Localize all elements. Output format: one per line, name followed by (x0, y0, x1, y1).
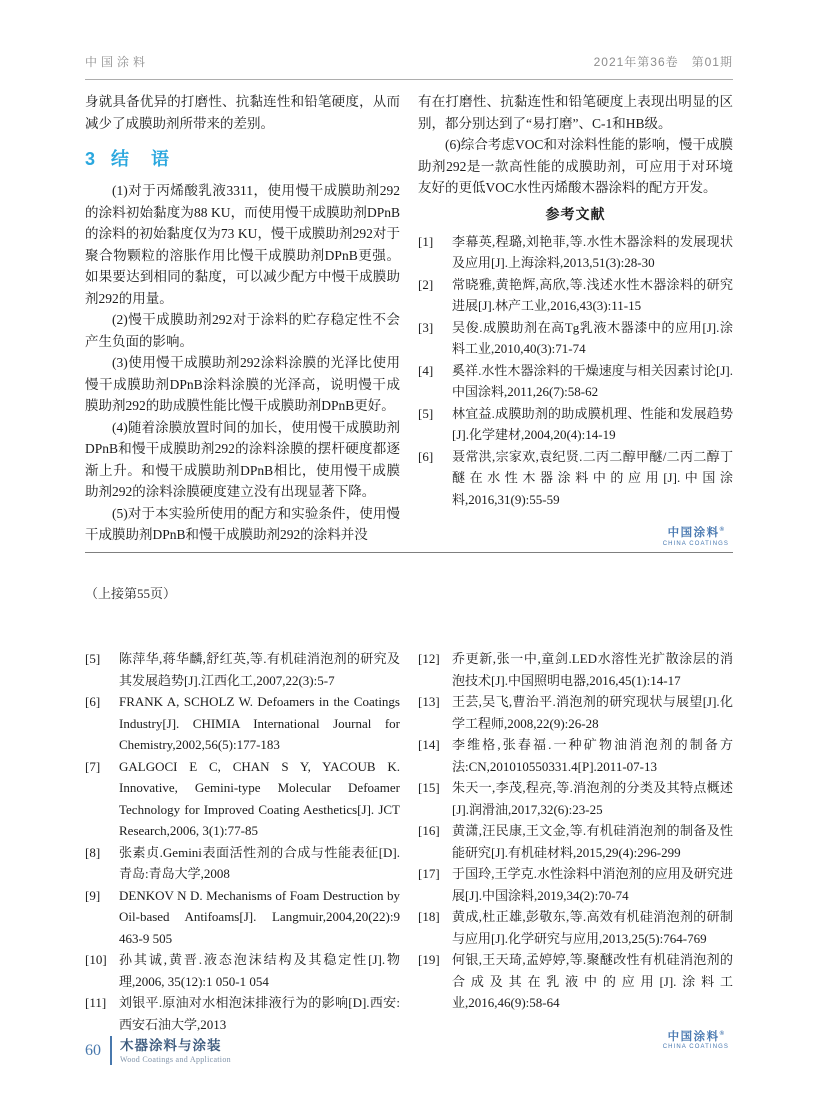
paragraph: (4)随着涂膜放置时间的加长，使用慢干成膜助剂DPnB和慢干成膜助剂292的涂料涂膜的摆杆硬度都逐渐上升。和慢干成膜助剂DPnB相比，使用慢干成膜助剂292的涂料涂膜硬度建立没有出现显著下降。 (85, 419, 400, 499)
reference-number: [11] (85, 995, 107, 1010)
reference-number: [15] (418, 780, 440, 795)
reference-number: [4] (418, 362, 434, 378)
reference-item (85, 691, 400, 756)
reference-number: [10] (85, 952, 107, 967)
reference-number: [5] (418, 405, 434, 421)
conclusion-paragraphs (85, 180, 400, 546)
conclusion-paragraphs (418, 134, 733, 199)
reference-text: 奚祥.水性木器涂料的干燥速度与相关因素讨论[J].中国涂料,2011,26(7):58-62 (452, 362, 733, 399)
reference-number: [16] (418, 823, 440, 838)
continued-refs-right (418, 648, 733, 1014)
footer-section-subtitle: Wood Coatings and Application (120, 1054, 231, 1064)
paragraph: (2)慢干成膜助剂292对于涂料的贮存稳定性不会产生负面的影响。 (85, 312, 400, 349)
china-coatings-logo (418, 524, 733, 550)
reference-text: 刘银平.原油对水相泡沫排液行为的影响[D].西安:西安石油大学,2013 (119, 995, 400, 1032)
reference-item (418, 446, 733, 511)
reference-item (418, 906, 733, 949)
reference-item (418, 691, 733, 734)
reference-item (418, 403, 733, 446)
reference-number: [5] (85, 651, 101, 666)
continued-from-note: （上接第55页） (85, 586, 177, 601)
reference-item (85, 756, 400, 842)
reference-text: 孙其诚,黄晋.液态泡沫结构及其稳定性[J].物理,2006, 35(12):1 050-1 054 (119, 952, 400, 989)
reference-number: [3] (418, 319, 434, 335)
page-footer (85, 1036, 231, 1065)
logo-wordmark: 中国涂料 (667, 526, 720, 539)
reference-number: [14] (418, 737, 440, 752)
lead-paragraph: 有在打磨性、抗黏连性和铅笔硬度上表现出明显的区别，都分别达到了“易打磨”、C-1和HB级。 (418, 94, 733, 131)
reference-number: [12] (418, 651, 440, 666)
continued-refs-left (85, 648, 400, 1053)
section-number: 3 (85, 149, 96, 169)
section-heading (85, 147, 400, 171)
reference-item (85, 949, 400, 992)
reference-text: 于国玲,王学克.水性涂料中消泡剂的应用及研究进展[J].中国涂料,2019,34(2):70-74 (452, 866, 733, 903)
page-header (85, 53, 733, 80)
reference-text: 王芸,吴飞,曹治平.消泡剂的研究现状与展望[J].化学工程师,2008,22(9):26-28 (452, 694, 733, 731)
reference-text: 吴俊.成膜助剂在高Tg乳液木器漆中的应用[J].涂料工业,2010,40(3):71-74 (452, 319, 733, 356)
references-list (418, 231, 733, 511)
footer-titles (120, 1038, 231, 1064)
logo-title (663, 524, 729, 539)
reference-number: [6] (418, 448, 434, 464)
reference-text: FRANK A, SCHOLZ W. Defoamers in the Coatings Industry[J]. CHIMIA International Journal for Chemistry,2002,56(5):177-183 (119, 694, 400, 752)
reference-number: [8] (85, 844, 101, 860)
journal-name: 中国涂料 (85, 55, 150, 69)
logo-subtitle: CHINA COATINGS (662, 1044, 729, 1051)
reference-number: [18] (418, 909, 440, 924)
issue-info: 2021年第36卷 第01期 (593, 55, 733, 69)
registered-mark: ® (719, 1030, 725, 1037)
reference-text: 陈萍华,蒋华麟,舒红英,等.有机硅消泡剂的研究及其发展趋势[J].江西化工,2007,22(3):5-7 (119, 651, 400, 688)
logo-inner (663, 524, 729, 547)
continued-references (85, 648, 733, 1053)
reference-text: 朱天一,李茂,程亮,等.消泡剂的分类及其特点概述[J].润滑油,2017,32(6):23-25 (452, 780, 733, 817)
section-divider (85, 552, 733, 553)
reference-item (418, 863, 733, 906)
left-column (85, 91, 400, 550)
reference-text: 常晓雅,黄艳辉,高欣,等.浅述水性木器涂料的研究进展[J].林产工业,2016,43(3):11-15 (452, 276, 733, 313)
reference-number: [1] (418, 233, 434, 249)
reference-text: 李幕英,程璐,刘艳菲,等.水性木器涂料的发展现状及应用[J].上海涂料,2013,51(3):28-30 (452, 233, 733, 270)
paragraph: (5)对于本实验所使用的配方和实验条件，使用慢干成膜助剂DPnB和慢干成膜助剂292的涂料并没 (85, 505, 400, 542)
reference-item (85, 648, 400, 691)
reference-item (418, 777, 733, 820)
section-title: 结 语 (111, 149, 172, 169)
reference-item (418, 734, 733, 777)
china-coatings-logo (418, 1028, 733, 1054)
reference-text: 李维格,张春福.一种矿物油消泡剂的制备方法:CN,201010550331.4[P].2011-07-13 (452, 737, 733, 774)
logo-wordmark: 中国涂料 (667, 1030, 720, 1043)
reference-item (418, 820, 733, 863)
footer-section-title: 木器涂料与涂装 (120, 1037, 222, 1053)
reference-item (85, 842, 400, 885)
reference-item (85, 885, 400, 950)
reference-item (418, 648, 733, 691)
paragraph: (1)对于丙烯酸乳液3311，使用慢干成膜助剂292的涂料初始黏度为88 KU，而使用慢干成膜助剂DPnB的涂料的初始黏度仅为73 KU，慢干成膜助剂292对于聚合物颗粒的溶胀作用比慢干成膜助剂DPnB更强。如果要达到相同的黏度，可以减少配方中慢干成膜助剂292的用量。 (85, 183, 400, 306)
paragraph: (6)综合考虑VOC和对涂料性能的影响，慢干成膜助剂292是一款高性能的成膜助剂，可应用于对环境友好的更低VOC水性丙烯酸木器涂料的配方开发。 (418, 137, 733, 195)
logo-subtitle: CHINA COATINGS (662, 540, 729, 547)
reference-item (418, 231, 733, 274)
reference-text: GALGOCI E C, CHAN S Y, YACOUB K. Innovative, Gemini-type Molecular Defoamer Technology for Improved Coating Aesthetics[J]. JCT Research,2006, 3(1):77-85 (119, 758, 400, 838)
reference-text: 聂常洪,宗家欢,袁纪贤.二丙二醇甲醚/二丙二醇丁醚在水性木器涂料中的应用[J].中国涂料,2016,31(9):55-59 (452, 448, 733, 507)
paragraph: (3)使用慢干成膜助剂292涂料涂膜的光泽比使用慢干成膜助剂DPnB涂料涂膜的光泽高，说明慢干成膜助剂292的助成膜性能比慢干成膜助剂DPnB更好。 (85, 355, 400, 413)
reference-number: [2] (418, 276, 434, 292)
reference-number: [7] (85, 758, 101, 774)
lead-paragraph: 身就具备优异的打磨性、抗黏连性和铅笔硬度，从而减少了成膜助剂所带来的差别。 (85, 94, 400, 131)
reference-item (85, 992, 400, 1035)
continued-refs-right-wrap (418, 648, 733, 1053)
reference-number: [9] (85, 887, 101, 903)
reference-text: 林宜益.成膜助剂的助成膜机理、性能和发展趋势[J].化学建材,2004,20(4):14-19 (452, 405, 733, 442)
reference-item (418, 274, 733, 317)
reference-item (418, 949, 733, 1014)
reference-number: [19] (418, 952, 440, 967)
reference-text: 张素贞.Gemini表面活性剂的合成与性能表征[D].青岛:青岛大学,2008 (119, 844, 400, 881)
reference-text: 黄潇,汪民康,王文金,等.有机硅消泡剂的制备及性能研究[J].有机硅材料,2015,29(4):296-299 (452, 823, 733, 860)
page-number: 60 (85, 1041, 101, 1059)
registered-mark: ® (719, 527, 725, 533)
logo-title (663, 1028, 729, 1043)
right-column (418, 91, 733, 550)
reference-item (418, 317, 733, 360)
reference-number: [13] (418, 694, 440, 709)
reference-text: 黄成,杜正雄,彭敬东,等.高效有机硅消泡剂的研制与应用[J].化学研究与应用,2013,25(5):764-769 (452, 909, 733, 946)
reference-text: 乔更新,张一中,童剑.LED水溶性光扩散涂层的消泡技术[J].中国照明电器,2016,45(1):14-17 (452, 651, 733, 688)
article-body (85, 91, 733, 550)
footer-divider (110, 1036, 112, 1065)
reference-number: [17] (418, 866, 440, 881)
references-heading: 参考文献 (545, 207, 606, 223)
logo-inner (663, 1028, 729, 1051)
reference-text: DENKOV N D. Mechanisms of Foam Destruction by Oil-based Antifoams[J]. Langmuir,2004,20(22):9 463-9 505 (119, 887, 400, 946)
reference-item (418, 360, 733, 403)
reference-text: 何银,王天琦,孟婷婷,等.聚醚改性有机硅消泡剂的合成及其在乳液中的应用[J].涂料工业,2016,46(9):58-64 (452, 952, 733, 1010)
reference-number: [6] (85, 694, 101, 709)
